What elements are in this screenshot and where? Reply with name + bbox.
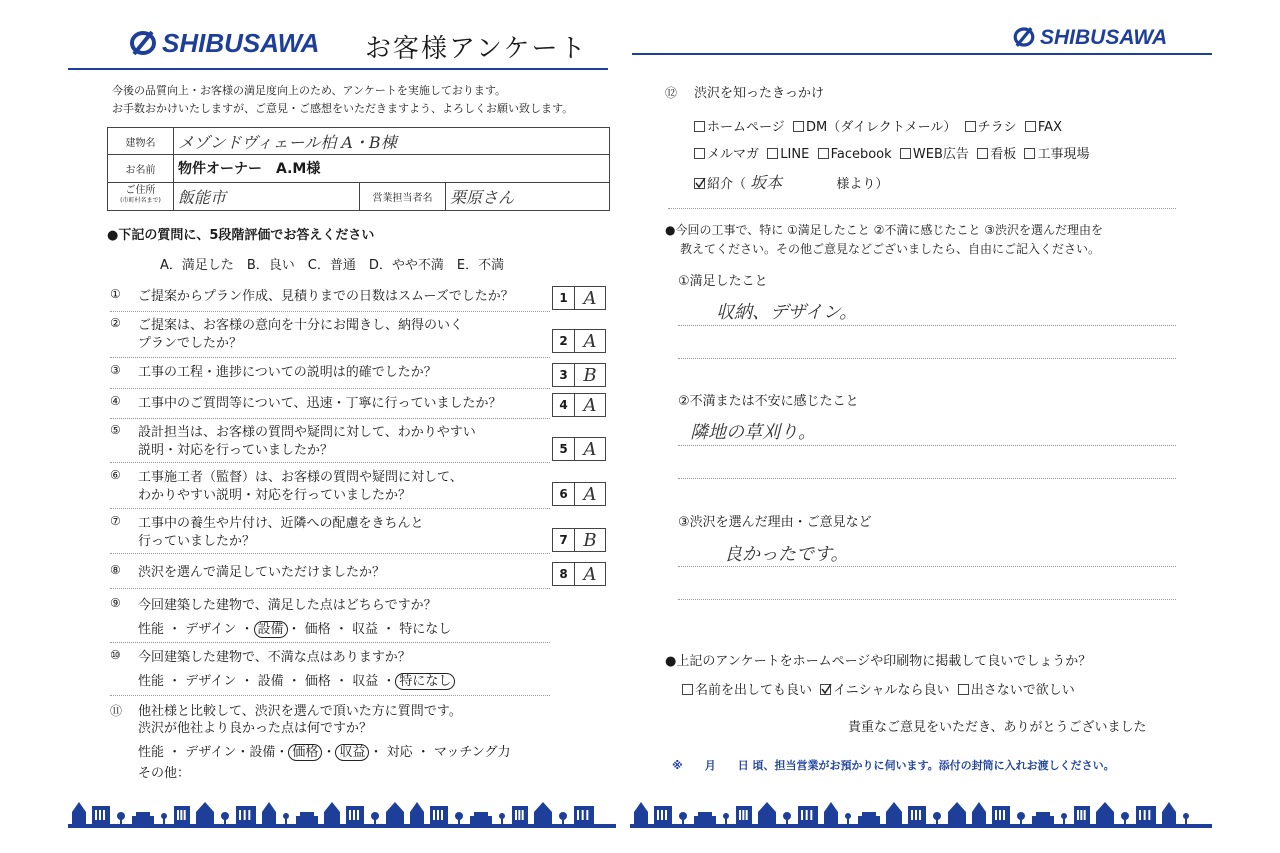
q11-option-profit-selected[interactable]: 収益 xyxy=(335,744,369,761)
q9-option-price[interactable]: 価格 xyxy=(304,622,331,637)
car-icon xyxy=(858,812,880,824)
answer-box-1-number: 1 xyxy=(553,287,575,309)
publish-option-initials-ok[interactable]: イニシャルなら良い xyxy=(833,683,950,698)
block-icon xyxy=(512,806,528,826)
question-1 xyxy=(110,287,610,313)
answer-box-2[interactable] xyxy=(552,329,606,353)
q11-option-design[interactable]: デザイン xyxy=(185,745,237,760)
block-icon xyxy=(992,806,1010,826)
q12-option-site[interactable]: 工事現場 xyxy=(1037,147,1090,162)
block-icon xyxy=(346,806,364,826)
house-icon xyxy=(972,802,986,826)
question-1-text: ご提案からプラン作成、見積りまでの日数はスムーズでしたか？ xyxy=(138,289,514,304)
answer-line xyxy=(678,599,1176,600)
answer-2[interactable]: A xyxy=(583,330,597,352)
question-11-number: ⑪ xyxy=(110,704,123,718)
car-icon xyxy=(470,812,492,824)
question-6-text-2: わかりやすい説明・対応を行っていましたか？ xyxy=(138,488,412,503)
answer-4[interactable]: A xyxy=(583,394,597,416)
publish-option-no[interactable]: 出さないで欲しい xyxy=(970,683,1075,698)
q9-option-performance[interactable]: 性能 xyxy=(138,622,165,637)
answer-box-2-number: 2 xyxy=(553,330,575,352)
block-icon xyxy=(174,806,190,826)
q10-option-none-selected[interactable]: 特になし xyxy=(395,673,455,690)
section-separator xyxy=(668,208,1176,209)
address-sublabel: (市町村名まで) xyxy=(120,197,161,205)
checkbox-icon[interactable] xyxy=(818,148,829,159)
question-8-number: ⑧ xyxy=(110,563,121,577)
checkbox-icon[interactable] xyxy=(977,148,988,159)
q12-option-line[interactable]: LINE xyxy=(780,147,810,162)
town-silhouette-icon xyxy=(68,796,616,826)
address-value[interactable]: 飯能市 xyxy=(174,182,360,210)
house-icon xyxy=(196,802,214,826)
q12-option-homepage[interactable]: ホームページ xyxy=(707,120,785,135)
q-separator xyxy=(110,695,550,696)
question-8-text: 渋沢を選んで満足していただけましたか？ xyxy=(138,565,386,580)
answer-box-8-number: 8 xyxy=(553,563,575,585)
checkbox-icon[interactable] xyxy=(1025,121,1036,132)
question-7 xyxy=(110,514,610,554)
section-2-label: ②不満または不安に感じたこと xyxy=(678,394,859,409)
rating-scale: A．満足した B．良い C．普通 D．やや不満 E．不満 xyxy=(160,258,505,273)
left-title-rule xyxy=(68,68,608,70)
q11-option-price-selected[interactable]: 価格 xyxy=(288,744,322,761)
q12-option-fax[interactable]: FAX xyxy=(1037,120,1062,135)
q-separator xyxy=(110,357,550,358)
q11-option-support[interactable]: 対応 xyxy=(386,745,413,760)
car-icon xyxy=(694,812,716,824)
answer-box-1[interactable] xyxy=(552,286,606,310)
block-icon xyxy=(908,806,926,826)
q-separator xyxy=(110,311,550,312)
checkbox-icon[interactable] xyxy=(694,121,705,132)
question-5-number: ⑤ xyxy=(110,423,121,437)
answer-line xyxy=(678,478,1176,479)
answer-box-5[interactable] xyxy=(552,437,606,461)
section-3-label: ③渋沢を選んだ理由・ご意見など xyxy=(678,515,872,530)
building-value[interactable]: メゾンドヴィェール柏 A・B棟 xyxy=(174,128,610,155)
question-9-text: 今回建築した建物で、満足した点はどちらですか？ xyxy=(138,598,437,613)
house-icon xyxy=(824,802,838,826)
q12-title: 渋沢を知ったきっかけ xyxy=(694,86,825,101)
free-heading-2: 教えてください。その他ご意見などございましたら、自由にご記入ください。 xyxy=(680,242,1101,256)
house-icon xyxy=(534,802,552,826)
q12-row-1 xyxy=(694,116,1062,135)
q12-referral-label[interactable]: 紹介（ xyxy=(707,177,747,192)
block-icon xyxy=(1074,806,1090,826)
question-9-number: ⑨ xyxy=(110,596,121,610)
section-1-label: ①満足したこと xyxy=(678,274,768,289)
section-3-answer[interactable]: 良かったです。 xyxy=(724,544,849,565)
q-separator xyxy=(110,418,550,419)
checkbox-icon[interactable] xyxy=(900,148,911,159)
q12-row-2 xyxy=(694,143,1089,162)
q12-referral-suffix: 様より） xyxy=(836,177,889,192)
name-value[interactable]: 物件オーナー A.M様 xyxy=(174,155,610,182)
house-icon xyxy=(324,802,340,826)
question-9 xyxy=(110,596,610,640)
checkbox-icon[interactable] xyxy=(958,684,969,695)
house-icon xyxy=(886,802,902,826)
survey-title: お客様アンケート xyxy=(365,34,588,64)
shibusawa-logo-icon xyxy=(1012,27,1036,47)
answer-line xyxy=(678,566,1176,567)
block-icon xyxy=(1136,806,1156,826)
q-separator xyxy=(110,388,550,389)
question-4-number: ④ xyxy=(110,394,121,408)
answer-box-8[interactable] xyxy=(552,562,606,586)
house-icon xyxy=(634,802,648,826)
answer-box-5-number: 5 xyxy=(553,438,575,460)
car-icon xyxy=(132,812,154,824)
q12-option-web-ad[interactable]: WEB広告 xyxy=(912,147,969,162)
q12-option-flyer[interactable]: チラシ xyxy=(977,120,1017,135)
question-2 xyxy=(110,316,610,356)
q12-option-facebook[interactable]: Facebook xyxy=(830,147,892,162)
q9-option-none[interactable]: 特になし xyxy=(399,622,452,637)
answer-box-6[interactable] xyxy=(552,482,606,506)
block-icon xyxy=(654,806,672,826)
question-6-text-1: 工事施工者（監督）は、お客様の質問や疑問に対して、 xyxy=(138,470,463,485)
question-7-text-2: 行っていましたか？ xyxy=(138,534,256,549)
question-9-options: 性能 ・ デザイン ・ 設備 ・ 価格 ・ 収益 ・ 特になし xyxy=(138,622,452,637)
q-separator xyxy=(110,588,550,589)
name-label: お名前 xyxy=(108,155,174,182)
section-2-answer[interactable]: 隣地の草刈り。 xyxy=(690,422,816,443)
answer-box-3-number: 3 xyxy=(553,364,575,386)
answer-1[interactable]: A xyxy=(583,287,597,309)
car-icon xyxy=(1032,812,1054,824)
answer-3[interactable]: B xyxy=(583,364,597,386)
question-8 xyxy=(110,563,610,589)
checkbox-icon[interactable] xyxy=(694,148,705,159)
q11-option-performance[interactable]: 性能 xyxy=(138,745,165,760)
question-7-number: ⑦ xyxy=(110,514,121,528)
q-separator xyxy=(110,553,550,554)
house-icon xyxy=(72,802,86,826)
question-10-text: 今回建築した建物で、不満な点はありますか？ xyxy=(138,650,411,665)
block-icon xyxy=(236,806,256,826)
answer-box-4-number: 4 xyxy=(553,394,575,416)
block-icon xyxy=(92,806,110,826)
house-icon xyxy=(948,802,966,826)
q10-option-profit[interactable]: 収益 xyxy=(352,674,379,689)
question-5 xyxy=(110,423,610,463)
right-title-rule xyxy=(632,53,1212,55)
section-1-answer[interactable]: 収納、デザイン。 xyxy=(716,302,858,323)
publish-option-name-ok[interactable]: 名前を出しても良い xyxy=(695,683,813,698)
block-icon xyxy=(574,806,594,826)
block-icon xyxy=(798,806,818,826)
checkbox-icon[interactable] xyxy=(682,684,693,695)
q12-option-dm[interactable]: DM（ダイレクトメール） xyxy=(806,120,957,135)
right-brand-name: SHIBUSAWA xyxy=(1040,26,1168,49)
question-5-text-2: 説明・対応を行っていましたか？ xyxy=(138,443,334,458)
address-label: ご住所 xyxy=(125,185,156,197)
q11-option-matching[interactable]: マッチング力 xyxy=(433,745,511,760)
left-brand-name: SHIBUSAWA xyxy=(162,28,320,58)
answer-line xyxy=(678,325,1176,326)
q9-option-profit[interactable]: 収益 xyxy=(351,622,378,637)
intro-line-2: お手数おかけいたしますが、ご意見・ご感想をいただきますよう、よろしくお願い致します。 xyxy=(112,102,574,115)
answer-line xyxy=(678,445,1176,446)
town-silhouette-icon xyxy=(630,796,1212,826)
q11-other-label[interactable]: その他： xyxy=(138,766,191,781)
question-10-options: 性能 ・ デザイン ・ 設備 ・ 価格 ・ 収益 ・ 特になし xyxy=(138,670,455,689)
question-3-text: 工事の工程・進捗についての説明は的確でしたか？ xyxy=(138,365,437,380)
checkbox-icon[interactable] xyxy=(767,148,778,159)
car-icon xyxy=(296,812,318,824)
question-7-text-1: 工事中の養生や片付け、近隣への配慮をきちんと xyxy=(138,516,424,531)
house-icon xyxy=(262,802,276,826)
q-separator xyxy=(110,508,550,509)
question-10-number: ⑩ xyxy=(110,648,121,662)
house-icon xyxy=(410,802,424,826)
answer-6[interactable]: A xyxy=(583,483,597,505)
staff-value[interactable]: 栗原さん xyxy=(446,182,610,210)
answer-box-6-number: 6 xyxy=(553,483,575,505)
question-3 xyxy=(110,363,610,389)
thanks-text: 貴重なご意見をいただき、ありがとうございました xyxy=(848,720,1147,735)
block-icon xyxy=(430,806,448,826)
town-ground-right xyxy=(630,824,1212,828)
answer-box-3[interactable] xyxy=(552,363,606,387)
q12-option-mailmag[interactable]: メルマガ xyxy=(707,147,760,162)
q10-option-equipment[interactable]: 設備 xyxy=(257,674,284,689)
answer-line xyxy=(678,358,1176,359)
q9-option-design[interactable]: デザイン xyxy=(185,622,237,637)
question-4 xyxy=(110,394,610,420)
q12-number: ⑫ xyxy=(665,86,678,100)
intro-line-1: 今後の品質向上・お客様の満足度向上のため、アンケートを実施しております。 xyxy=(112,84,507,97)
block-icon xyxy=(736,806,752,826)
question-10 xyxy=(110,648,610,692)
answer-box-7[interactable] xyxy=(552,528,606,552)
answer-box-4[interactable] xyxy=(552,393,606,417)
address-label-cell xyxy=(108,182,174,210)
house-icon xyxy=(758,802,776,826)
town-illustration-left xyxy=(68,796,616,826)
free-heading-1: ●今回の工事で、特に ①満足したこと ②不満に感じたこと ③渋沢を選んだ理由を xyxy=(665,223,1103,237)
answer-8[interactable]: A xyxy=(583,563,597,585)
question-4-text: 工事中のご質問等について、迅速・丁寧に行っていましたか？ xyxy=(138,396,502,411)
checkbox-icon[interactable] xyxy=(965,121,976,132)
question-3-number: ③ xyxy=(110,363,121,377)
question-2-number: ② xyxy=(110,316,121,330)
checkbox-icon[interactable] xyxy=(1024,148,1035,159)
q12-referral-name[interactable]: 坂本 xyxy=(750,173,783,192)
q12-row-3 xyxy=(694,170,888,193)
rating-heading: ●下記の質問に、5段階評価でお答えください xyxy=(107,228,375,243)
question-11-text-2: 渋沢が他社より良かった点は何ですか？ xyxy=(138,721,373,736)
question-6-number: ⑥ xyxy=(110,468,121,482)
answer-7[interactable]: B xyxy=(583,529,597,551)
question-6 xyxy=(110,468,610,508)
right-brand-logo xyxy=(1012,26,1167,50)
checked-checkbox-icon[interactable] xyxy=(694,178,705,189)
question-11 xyxy=(110,702,610,782)
building-label: 建物名 xyxy=(108,128,174,155)
answer-5[interactable]: A xyxy=(583,438,597,460)
pickup-note: ※ 月 日 頃、担当営業がお預かりに伺います。添付の封筒に入れお渡しください。 xyxy=(672,759,1115,772)
town-ground-left xyxy=(68,824,616,828)
checkbox-icon[interactable] xyxy=(793,121,804,132)
publish-options xyxy=(682,679,1075,698)
staff-label: 営業担当者名 xyxy=(360,182,446,210)
house-icon xyxy=(1162,802,1176,826)
customer-info-table xyxy=(107,127,610,211)
q10-option-performance[interactable]: 性能 xyxy=(138,674,165,689)
question-11-options: 性能 ・ デザイン・設備・ 価格 ・ 収益 ・ 対応 ・ マッチング力 xyxy=(138,745,511,760)
q12-option-signboard[interactable]: 看板 xyxy=(990,147,1017,162)
q10-option-price[interactable]: 価格 xyxy=(304,674,331,689)
question-2-text-2: プランでしたか？ xyxy=(138,336,243,351)
left-brand-logo xyxy=(128,28,319,59)
question-2-text-1: ご提案は、お客様の意向を十分にお聞きし、納得のいく xyxy=(138,318,464,333)
q-separator xyxy=(110,642,550,643)
checked-checkbox-icon[interactable] xyxy=(820,684,831,695)
town-illustration-right xyxy=(630,796,1212,826)
publish-question: ●上記のアンケートをホームページや印刷物に掲載して良いでしょうか？ xyxy=(665,654,1092,669)
house-icon xyxy=(1096,802,1114,826)
q-separator xyxy=(110,462,550,463)
question-11-text-1: 他社様と比較して、渋沢を選んで頂いた方に質問です。 xyxy=(138,704,462,719)
question-1-number: ① xyxy=(110,287,121,301)
q9-option-equipment-selected[interactable]: 設備 xyxy=(254,621,288,638)
question-5-text-1: 設計担当は、お客様の質問や疑問に対して、わかりやすい xyxy=(138,425,476,440)
house-icon xyxy=(386,802,404,826)
answer-box-7-number: 7 xyxy=(553,529,575,551)
q11-option-equipment[interactable]: 設備 xyxy=(249,745,276,760)
shibusawa-logo-icon xyxy=(128,31,158,55)
q10-option-design[interactable]: デザイン xyxy=(185,674,237,689)
